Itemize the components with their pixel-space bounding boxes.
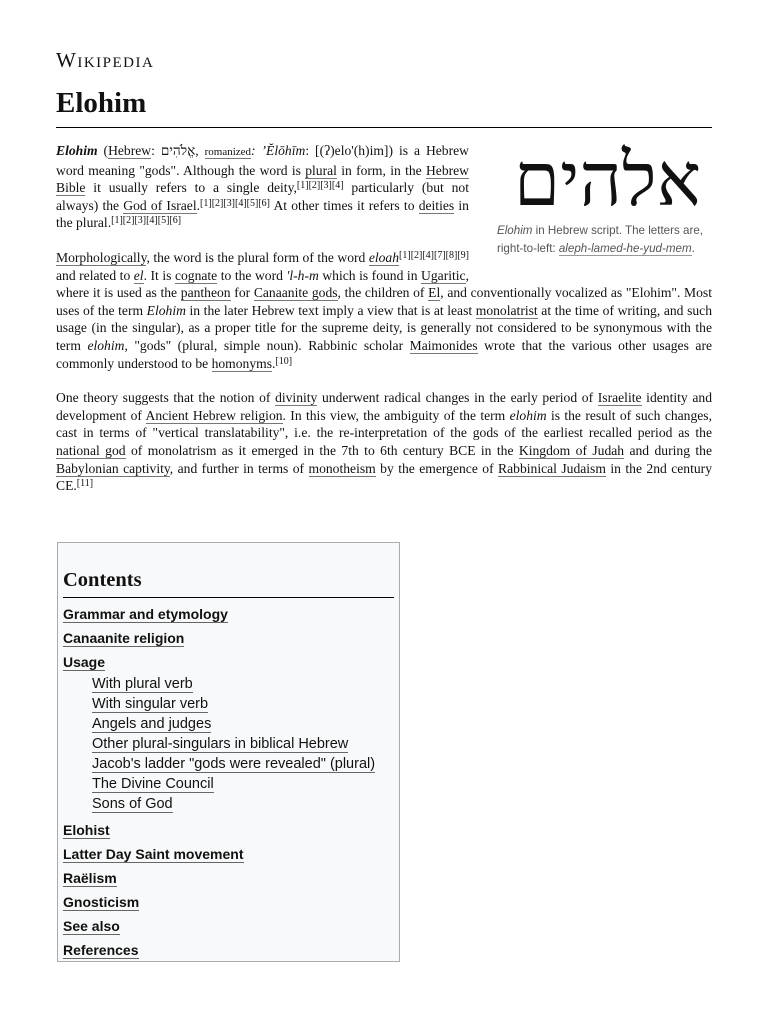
text: in the later Hebrew text imply a view that is at least (185, 302, 476, 318)
term-elohim: Elohim (56, 143, 98, 158)
toc-item-label[interactable]: References (63, 942, 139, 958)
toc-item-raelism[interactable] (63, 866, 394, 890)
paragraph-theory (56, 389, 712, 495)
toc-item-with-singular-verb[interactable] (63, 694, 394, 714)
text: and during the (624, 442, 712, 458)
link-plural[interactable]: plural (305, 162, 337, 178)
term-elohim: elohim (87, 337, 125, 353)
text: , the word is the plural form of the word (146, 249, 369, 265)
hebrew-script-image[interactable]: אלהים (513, 137, 702, 223)
link-morphologically[interactable]: Morphologically (56, 249, 147, 265)
text: which is found in (318, 267, 422, 283)
text: , and further in terms of (169, 460, 309, 476)
link-pantheon[interactable]: pantheon (180, 285, 231, 301)
text: identity and development of (56, 390, 712, 423)
toc-item-label[interactable]: Usage (63, 654, 106, 670)
toc-item-with-plural-verb[interactable] (63, 674, 394, 694)
wikipedia-wordmark[interactable]: Wikipedia (56, 48, 155, 72)
toc-item-label[interactable]: Sons of God (92, 796, 173, 812)
toc-item-other-plural-singulars[interactable] (63, 734, 394, 754)
term-elohim: Elohim (146, 302, 186, 318)
link-kingdom-of-judah[interactable]: Kingdom of Judah (518, 442, 625, 458)
toc-item-label[interactable]: The Divine Council (92, 776, 214, 792)
figure-caption (497, 222, 712, 257)
reference-marks[interactable]: [11] (76, 478, 94, 490)
text: , the children of (337, 285, 429, 301)
toc-item-label[interactable]: Grammar and etymology (63, 606, 228, 622)
text: ) is a Hebrew word meaning "gods". Although the word is (56, 143, 469, 178)
link-rabbinical-judaism[interactable]: Rabbinical Judaism (498, 460, 606, 476)
link-el-deity[interactable]: El (428, 285, 441, 301)
toc-item-label[interactable]: Raëlism (63, 870, 117, 886)
caption-text: in Hebrew script. The letters are, right-to-left: (497, 224, 703, 255)
text: . It is (143, 267, 175, 283)
reference-marks[interactable]: [1][2][3][4][5][6] (200, 197, 270, 209)
caption-term: Elohim (497, 224, 533, 237)
toc-item-label[interactable]: With singular verb (92, 696, 209, 712)
text: , where it is used as the (56, 267, 469, 301)
article (56, 44, 712, 495)
toc-heading: Contents (63, 567, 394, 598)
text: underwent radical changes in the early period of (317, 390, 598, 406)
link-divinity[interactable]: divinity (275, 390, 318, 406)
text: is the result of such changes, cast in terms of "vertical translatability", i.e. the re-interpretation of the gods of the earliest recalled period as the (56, 407, 712, 441)
paragraph-morphology (56, 249, 712, 372)
toc-item-gnosticism[interactable] (63, 890, 394, 914)
text: particularly (but not always) the (56, 180, 469, 213)
link-hebrew[interactable]: Hebrew (108, 143, 152, 158)
text: in form, in the (336, 162, 426, 178)
toc-item-see-also[interactable] (63, 914, 394, 938)
toc-item-label[interactable]: Jacob's ladder "gods were revealed" (plural) (92, 756, 376, 772)
reference-marks[interactable]: [1][2][4][7][8][9] (399, 249, 469, 261)
toc-item-canaanite-religion[interactable] (63, 626, 394, 650)
hebrew-figure (497, 137, 712, 257)
link-homonyms[interactable]: homonyms (211, 355, 272, 371)
text: in the plural. (56, 197, 469, 231)
text: wrote that the various other usages are commonly understood to be (56, 337, 712, 371)
link-canaanite-gods[interactable]: Canaanite gods (253, 285, 338, 301)
text: to the word (217, 267, 287, 283)
toc-item-label[interactable]: Gnosticism (63, 894, 140, 910)
link-maimonides[interactable]: Maimonides (409, 337, 478, 353)
text: at the time of writing, and such usage (in the singular), as a proper title for the supreme deity, is generally not considered to be synonymous with the term (56, 302, 712, 353)
toc-item-angels-and-judges[interactable] (63, 714, 394, 734)
text: , and conventionally vocalized as "Elohim". Most uses of the term (56, 285, 712, 318)
link-israelite[interactable]: Israelite (597, 390, 642, 406)
toc-item-label[interactable]: Angels and judges (92, 716, 212, 732)
link-hebrew-bible[interactable]: Hebrew Bible (56, 162, 469, 196)
text: . In this view, the ambiguity of the term (282, 407, 510, 423)
link-god-of-israel[interactable]: God of Israel (123, 197, 197, 213)
text: . (271, 355, 276, 371)
toc-item-grammar-and-etymology[interactable] (63, 602, 394, 626)
link-cognate[interactable]: cognate (174, 267, 218, 283)
ipa[interactable]: : [(ʔ)elo'(h)im] (305, 143, 389, 158)
text: , "gods" (plural, simple noun). Rabbinic scholar (124, 337, 410, 353)
page-title: Elohim (56, 84, 712, 128)
toc-item-label[interactable]: See also (63, 918, 120, 934)
text: for (230, 285, 254, 301)
link-monolatrist[interactable]: monolatrist (475, 302, 538, 318)
text: One theory suggests that the notion of (56, 390, 276, 406)
link-national-god[interactable]: national god (56, 442, 126, 458)
link-monotheism[interactable]: monotheism (308, 460, 376, 476)
link-deities[interactable]: deities (418, 197, 455, 213)
caption-end: . (691, 241, 695, 255)
text: ( (97, 143, 109, 158)
toc-item-references[interactable] (63, 938, 394, 962)
term-lhm: 'l-h-m (286, 267, 319, 283)
text: by the emergence of (375, 460, 499, 476)
toc-item-usage[interactable] (63, 650, 394, 674)
table-of-contents (57, 542, 400, 962)
link-eloah[interactable]: eloah (368, 249, 400, 265)
link-babylonian-captivity[interactable]: Babylonian captivity (56, 460, 170, 476)
toc-item-label[interactable]: Other plural-singulars in biblical Hebrew (92, 736, 349, 752)
hebrew-word: : אֱלֹהִים, (151, 143, 205, 158)
reference-marks[interactable]: [1][2][3][4][5][6] (111, 215, 182, 227)
link-ancient-hebrew-religion[interactable]: Ancient Hebrew religion (145, 407, 283, 423)
toc-item-label[interactable]: Canaanite religion (63, 630, 185, 646)
toc-item-label[interactable]: With plural verb (92, 676, 193, 692)
toc-item-label[interactable]: Latter Day Saint movement (63, 846, 244, 862)
toc-item-jacobs-ladder[interactable] (63, 754, 394, 774)
toc-item-label[interactable]: Elohist (63, 822, 110, 838)
term-elohim: elohim (509, 407, 547, 423)
reference-marks[interactable]: [1][2][3][4] (296, 180, 344, 192)
link-el[interactable]: el (133, 267, 144, 283)
toc-item-divine-council[interactable] (63, 774, 394, 794)
link-ugaritic[interactable]: Ugaritic (421, 267, 466, 283)
text: . (196, 197, 201, 213)
text: it usually refers to a single deity, (85, 180, 297, 196)
text: in the 2nd century CE. (56, 460, 713, 494)
text: of monolatrism as it emerged in the 7th to 6th century BCE in the (125, 442, 519, 458)
text: and related to (56, 267, 134, 283)
toc-list (63, 602, 394, 962)
toc-item-sons-of-god[interactable] (63, 794, 394, 814)
toc-item-latter-day-saint[interactable] (63, 842, 394, 866)
romanized-value: : ʼĔlōhīm (251, 143, 306, 158)
reference-marks[interactable]: [10] (275, 355, 293, 367)
link-romanized[interactable]: romanized (204, 146, 252, 158)
toc-item-elohist[interactable] (63, 818, 394, 842)
text: At other times it refers to (270, 197, 419, 213)
caption-link[interactable]: aleph-lamed-he-yud-mem (558, 241, 692, 255)
